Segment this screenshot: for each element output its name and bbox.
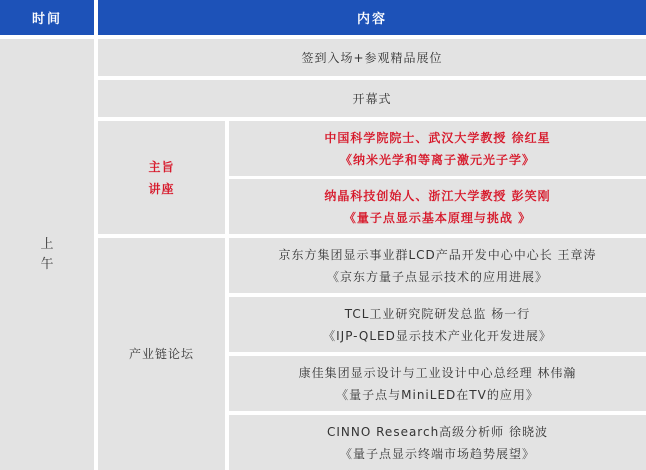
- talk-title: 《IJP-QLED显示技术产业化开发进展》: [323, 328, 552, 343]
- forum-talk: [229, 297, 646, 352]
- time-cell-morning: [0, 39, 94, 470]
- talk-speaker: TCL工业研究院研发总监 杨一行: [344, 306, 531, 321]
- keynote-talk: [229, 179, 646, 234]
- talk-speaker: CINNO Research高级分析师 徐晓波: [327, 424, 548, 439]
- keynote-label: [98, 121, 225, 234]
- talk-speaker: 中国科学院院士、武汉大学教授 徐红星: [324, 130, 551, 145]
- forum-talk: [229, 415, 646, 470]
- header-content: 内容: [98, 0, 646, 35]
- talk-speaker: 京东方集团显示事业群LCD产品开发中心中心长 王章涛: [278, 247, 597, 262]
- row-opening: 开幕式: [98, 80, 646, 117]
- keynote-label-line2: 讲座: [148, 181, 175, 196]
- keynote-label-line1: 主旨: [148, 159, 175, 174]
- keynote-talk: [229, 121, 646, 176]
- talk-speaker: 康佳集团显示设计与工业设计中心总经理 林伟瀚: [298, 365, 577, 380]
- talk-title: 《京东方量子点显示技术的应用进展》: [326, 269, 548, 284]
- row-signin: 签到入场+参观精品展位: [98, 39, 646, 76]
- talk-title: 《量子点显示基本原理与挑战 》: [343, 210, 532, 225]
- header-time: 时间: [0, 0, 94, 35]
- talk-speaker: 纳晶科技创始人、浙江大学教授 彭笑刚: [324, 188, 551, 203]
- talk-title: 《量子点显示终端市场趋势展望》: [339, 446, 535, 461]
- talk-title: 《纳米光学和等离子激元光子学》: [339, 152, 535, 167]
- forum-talk: [229, 238, 646, 293]
- time-label-line1: 上: [40, 236, 54, 252]
- time-label-line2: 午: [40, 256, 54, 272]
- forum-talk: [229, 356, 646, 411]
- talk-title: 《量子点与MiniLED在TV的应用》: [336, 387, 539, 402]
- forum-label: 产业链论坛: [98, 238, 225, 470]
